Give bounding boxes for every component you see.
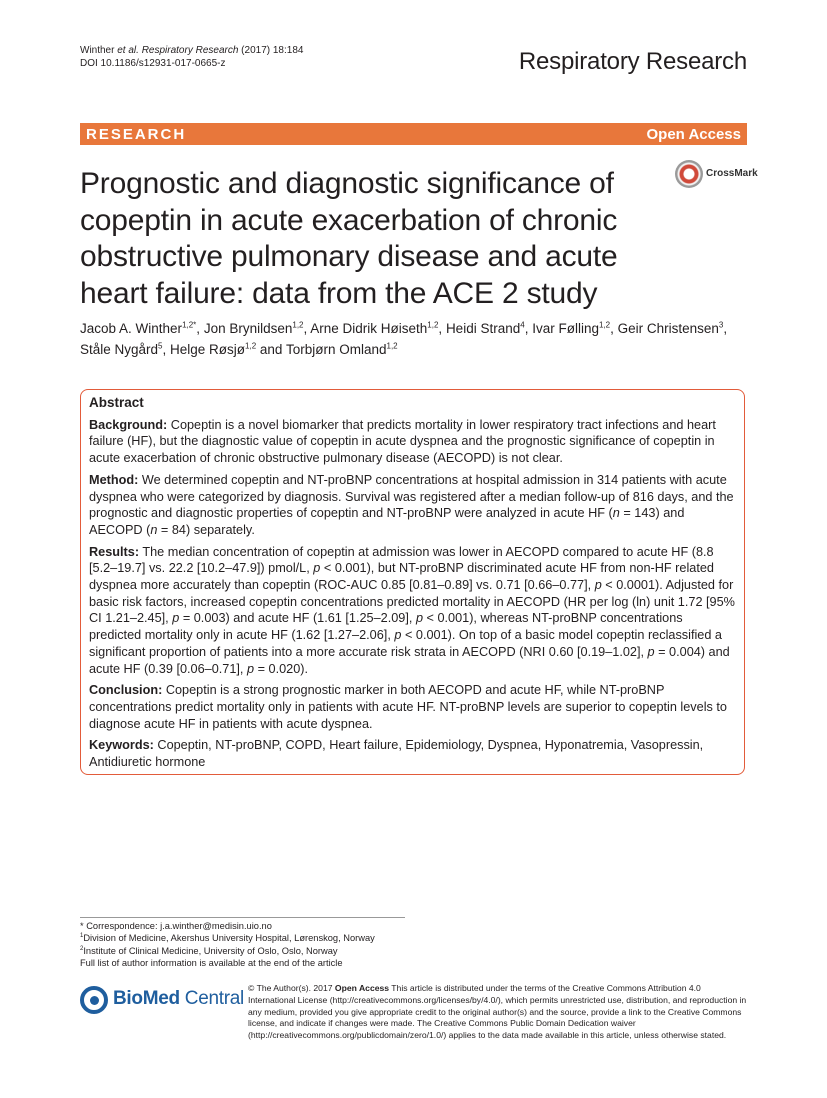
author-separator: and bbox=[256, 342, 286, 357]
abstract-heading: Abstract bbox=[89, 395, 144, 410]
author-affiliation-marker: 5 bbox=[158, 341, 163, 351]
author-name: Jon Brynildsen bbox=[203, 321, 293, 336]
footnotes bbox=[80, 920, 375, 969]
author-separator: , bbox=[196, 321, 204, 336]
abstract-method: Method: We determined copeptin and NT-proBNP concentrations at hospital admission in 314 patients with acute dyspnea who were categorized by diagnosis. Survival was registered after a median follow-up of 816 days, and the prognostic and diagnostic properties of copeptin and NT-proBNP were analyzed in acute HF (n = 143) and AECOPD (n = 84) separately. bbox=[89, 472, 734, 537]
author-separator: , bbox=[162, 342, 171, 357]
author-affiliation-marker: 1,2 bbox=[427, 320, 439, 330]
citation-header bbox=[80, 44, 303, 70]
crossmark-badge[interactable] bbox=[675, 160, 758, 190]
abstract-keywords: Keywords: Copeptin, NT-proBNP, COPD, Heart failure, Epidemiology, Dyspnea, Hyponatremia, Vasopressin, Antidiuretic hormone bbox=[89, 738, 704, 770]
affiliation-2: $^2$Institute of Clinical Medicine, University of Oslo, Oslo, Norway bbox=[80, 945, 338, 956]
author-name: Helge Røsjø bbox=[170, 342, 246, 357]
author-name: Heidi Strand bbox=[445, 321, 521, 336]
doi-line: DOI 10.1186/s12931-017-0665-z bbox=[80, 58, 226, 69]
footnote-divider bbox=[80, 917, 405, 918]
author-affiliation-marker: 1,2 bbox=[292, 320, 304, 330]
crossmark-label: CrossMark bbox=[706, 168, 758, 179]
author-affiliation-marker: 1,2 bbox=[598, 320, 611, 330]
author-affiliation-marker: 4 bbox=[520, 320, 525, 330]
author-name: Geir Christensen bbox=[617, 321, 719, 336]
author-list bbox=[80, 318, 760, 360]
journal-name: Respiratory Research bbox=[518, 48, 747, 75]
section-label: RESEARCH bbox=[86, 126, 187, 143]
author-affiliation-marker: 1,2 bbox=[386, 341, 398, 351]
abstract-box bbox=[80, 389, 745, 775]
author-separator: , bbox=[524, 321, 533, 336]
author-affiliation-marker: 1,2* bbox=[182, 320, 197, 330]
article-title: Prognostic and diagnostic significance of copeptin in acute exacerbation of chronic obstructive pulmonary disease and acute heart failure: data from the ACE 2 study bbox=[80, 167, 618, 310]
author-name: Arne Didrik Høiseth bbox=[310, 321, 428, 336]
author-info-note: Full list of author information is available at the end of the article bbox=[80, 957, 343, 968]
biomed-central-logo: BioMed Central bbox=[80, 986, 240, 1018]
section-banner bbox=[80, 123, 747, 145]
author-name: Ivar Følling bbox=[532, 321, 599, 336]
abstract-conclusion: Conclusion: Copeptin is a strong prognostic marker in both AECOPD and acute HF, while NT-proBNP concentrations predict mortality only in patients with acute HF. NT-proBNP levels are superior to copeptin levels to diagnose acute HF in patients with acute dyspnea. bbox=[89, 683, 727, 731]
correspondence-line: * Correspondence: j.a.winther@medisin.uio.no bbox=[80, 921, 272, 931]
open-access-label: Open Access bbox=[646, 126, 741, 143]
license-statement: © The Author(s). 2017 Open Access This article is distributed under the terms of the Creative Commons Attribution 4.0 International License (http://creativecommons.org/licenses/by/4.0/), which permits unrestricted use, distribution, and reproduction in any medium, provided you give appropriate credit to the original author(s) and the source, provide a link to the Creative Commons license, and indicate if changes were made. The Creative Commons Public Domain Dedication waiver (http://creativecommons.org/publicdomain/zero/1.0/) applies to the data made available in this article, unless otherwise stated. bbox=[248, 983, 747, 1041]
affiliation-1: $^1$Division of Medicine, Akershus University Hospital, Lørenskog, Norway bbox=[80, 933, 375, 944]
author-name: Jacob A. Winther bbox=[80, 321, 183, 336]
abstract-background: Background: Copeptin is a novel biomarker that predicts mortality in lower respiratory tract infections and heart failure (HF), but the diagnostic value of copeptin in acute dyspnea and the prognostic significance of copeptin in acute exacerbation of chronic obstructive pulmonary disease (AECOPD) is not clear. bbox=[89, 417, 716, 466]
citation-line-1: Winther et al. Respiratory Research (2017) 18:184 bbox=[80, 45, 304, 56]
crossmark-icon bbox=[675, 160, 703, 188]
author-separator: , bbox=[610, 321, 618, 336]
abstract-results: Results: The median concentration of copeptin at admission was lower in AECOPD compared to acute HF (8.8 [5.2–19.7] vs. 22.2 [10.2–47.9]) pmol/L, p < 0.001), but NT-proBNP discriminated acute HF from non-HF related dyspnea more accurately than copeptin (ROC-AUC 0.85 [0.81–0.89] vs. 0.71 [0.66–0.77], p < 0.0001). Adjusted for basic risk factors, increased copeptin concentrations predicted mortality in AECOPD (HR per log (ln) unit 1.72 [95% CI 1.21–2.45], p = 0.003) and acute HF (1.61 [1.25–2.09], p < 0.001), whereas NT-proBNP concentrations predicted mortality only in acute HF (1.62 [1.27–2.06], p < 0.001). On top of a basic model copeptin reclassified a significant proportion of patients into a more accurate risk strata in AECOPD (NRI 0.60 [0.19–1.02], p = 0.004) and acute HF (0.39 [0.06–0.71], p = 0.020). bbox=[89, 544, 735, 676]
author-separator: , bbox=[723, 321, 728, 336]
author-separator: , bbox=[303, 321, 311, 336]
author-name: Torbjørn Omland bbox=[285, 342, 387, 357]
author-affiliation-marker: 3 bbox=[718, 320, 724, 330]
author-name: Ståle Nygård bbox=[80, 342, 159, 357]
author-affiliation-marker: 1,2 bbox=[245, 341, 257, 351]
author-separator: , bbox=[438, 321, 446, 336]
biomed-central-ring-icon bbox=[80, 986, 108, 1014]
